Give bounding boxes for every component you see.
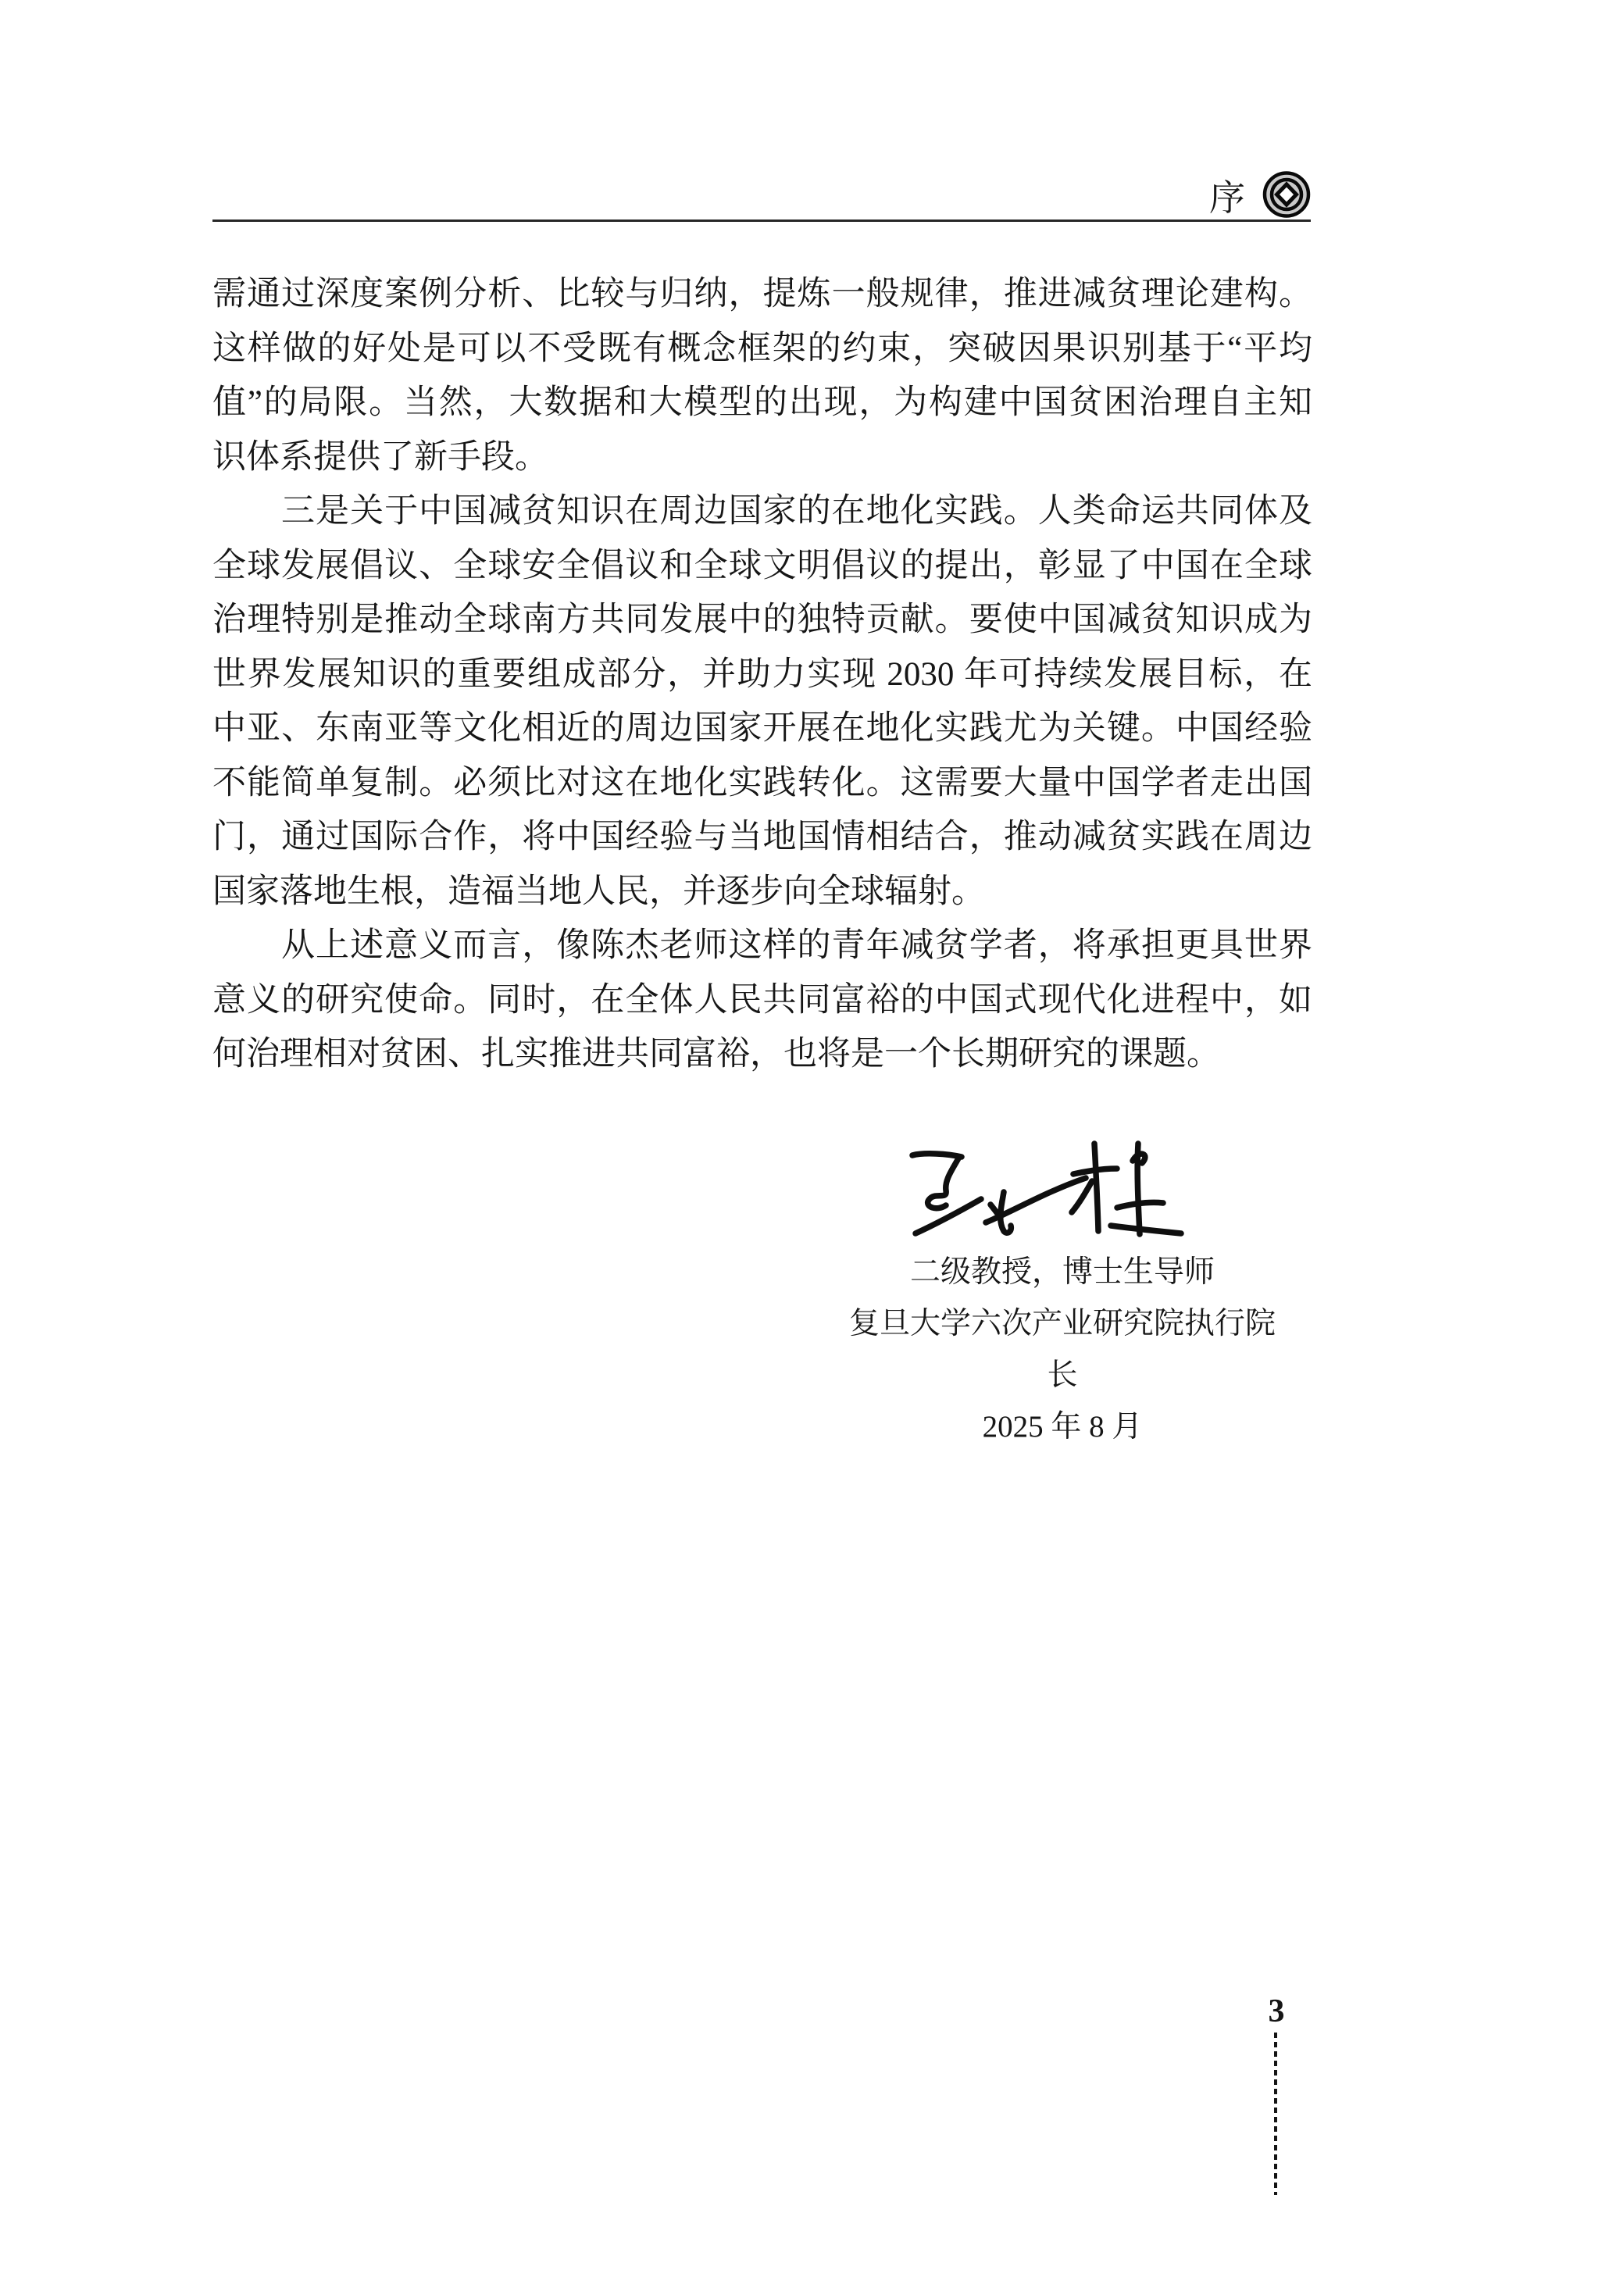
signature-byline (836, 1247, 1289, 1453)
body-line: 中亚、东南亚等文化相近的周边国家开展在地化实践尤为关键。中国经验 (212, 710, 1312, 747)
signature-title-line: 二级教授，博士生导师 (909, 1255, 1215, 1289)
body-line: 识体系提供了新手段。 (212, 438, 548, 476)
body-line: 何治理相对贫困、扎实推进共同富裕，也将是一个长期研究的课题。 (212, 1036, 1220, 1073)
body-line: 三是关于中国减贫知识在周边国家的在地化实践。人类命运共同体及 (281, 493, 1312, 530)
page-title: 序 (1209, 178, 1245, 218)
signature-title-line: 复旦大学六次产业研究院执行院长 (848, 1307, 1276, 1392)
body-line: 从上述意义而言，像陈杰老师这样的青年减贫学者，将承担更具世界 (281, 927, 1312, 964)
body-line: 全球发展倡议、全球安全倡议和全球文明倡议的提出，彰显了中国在全球 (212, 547, 1312, 584)
signature-date-line: 2025 年 8 月 (982, 1410, 1143, 1444)
body-line: 国家落地生根，造福当地人民，并逐步向全球辐射。 (212, 873, 985, 910)
header-rule (212, 220, 1311, 222)
body-line: 门，通过国际合作，将中国经验与当地国情相结合，推动减贫实践在周边 (212, 819, 1312, 855)
body-line: 需通过深度案例分析、比较与归纳，提炼一般规律，推进减贫理论建构。 (212, 276, 1312, 312)
body-text (212, 267, 1312, 1082)
body-line: 意义的研究使命。同时，在全体人民共同富裕的中国式现代化进程中，如 (212, 981, 1312, 1019)
body-line: 这样做的好处是可以不受既有概念框架的约束，突破因果识别基于“平均 (212, 330, 1312, 367)
body-line: 值”的局限。当然，大数据和大模型的出现，为构建中国贫困治理自主知 (212, 384, 1312, 421)
body-line: 治理特别是推动全球南方共同发展中的独特贡献。要使中国减贫知识成为 (212, 601, 1312, 638)
body-line: 不能简单复制。必须比对这在地化实践转化。这需要大量中国学者走出国 (212, 764, 1312, 801)
coin-icon (1262, 171, 1311, 219)
signature-image (905, 1139, 1186, 1242)
footer-dashed-rule (1274, 2033, 1277, 2195)
body-line: 世界发展知识的重要组成部分，并助力实现 2030 年可持续发展目标，在 (212, 655, 1312, 693)
page-number: 3 (1268, 1993, 1285, 2029)
